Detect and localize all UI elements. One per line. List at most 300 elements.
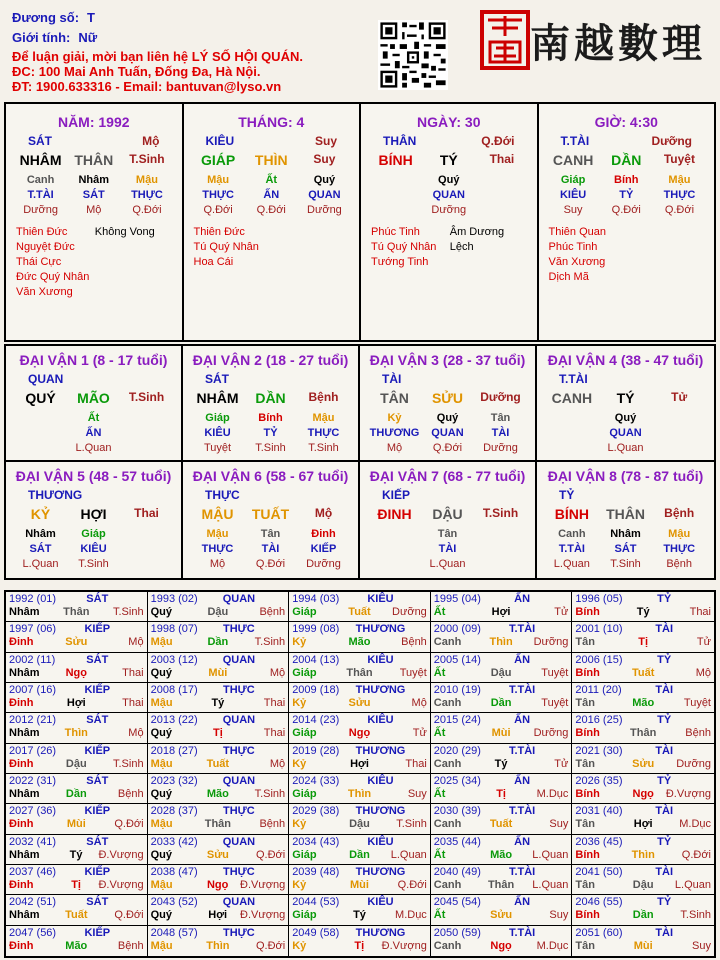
year-cell[interactable]	[572, 683, 714, 713]
year-cell[interactable]	[572, 622, 714, 652]
year-header	[292, 896, 427, 909]
year-cell[interactable]	[431, 926, 573, 956]
year-can: Đinh	[9, 697, 34, 709]
year-chi: Dậu	[207, 606, 229, 618]
year-cell[interactable]	[6, 774, 148, 804]
year-sao: SÁT	[86, 593, 109, 605]
year-cell[interactable]	[289, 926, 431, 956]
pillar-state: Thai	[489, 152, 515, 166]
year-cell[interactable]	[6, 683, 148, 713]
year-cell[interactable]	[148, 653, 290, 683]
year-cell[interactable]	[6, 744, 148, 774]
year-cell[interactable]	[6, 895, 148, 925]
year-cell[interactable]	[572, 774, 714, 804]
seal-icon	[484, 14, 526, 66]
year-header	[575, 654, 711, 667]
hidden-stem-h1: Quý	[438, 174, 460, 186]
dai-van-sao: KIẾP	[382, 488, 411, 502]
year-chi: Thìn	[206, 939, 230, 952]
year-cell[interactable]	[148, 895, 290, 925]
owner-label: Đương số:	[12, 10, 80, 25]
year-label: 2044 (53)	[292, 896, 340, 909]
dai-van-cell-8[interactable]	[537, 462, 714, 578]
year-cell[interactable]	[289, 653, 431, 683]
hidden-stem-h3	[545, 442, 599, 457]
year-sao: TỶ	[657, 896, 672, 909]
year-state: Thai	[263, 727, 286, 740]
pillar-hidden-h3	[6, 204, 182, 219]
hidden-stem-h2: QUAN	[609, 427, 642, 439]
good-star: Hoa Cái	[193, 256, 234, 268]
year-can: Nhâm	[9, 727, 40, 740]
year-cell[interactable]	[572, 895, 714, 925]
year-state: Thai	[689, 606, 711, 618]
year-label: 2001 (10)	[575, 623, 623, 636]
year-label: 2049 (58)	[292, 926, 340, 939]
year-chi: Thân	[630, 727, 657, 740]
year-can: Giáp	[292, 606, 317, 618]
year-can-chi	[434, 940, 569, 953]
red-seal-stamp	[480, 10, 530, 70]
year-cell[interactable]	[6, 804, 148, 834]
year-can-chi	[9, 788, 144, 801]
year-header	[9, 927, 144, 940]
year-header	[151, 805, 286, 818]
year-cell[interactable]	[431, 683, 573, 713]
year-can: Tân	[575, 939, 595, 952]
year-can-chi	[9, 909, 144, 922]
year-chi: Ngọ	[65, 666, 87, 679]
year-cell[interactable]	[6, 713, 148, 743]
pillar-sao-state: Suy	[314, 134, 337, 148]
year-chi: Tị	[71, 879, 81, 891]
pillar-hidden-h2	[6, 189, 182, 204]
year-can-chi	[575, 697, 711, 710]
year-state: Đ.Vượng	[240, 879, 286, 891]
year-label: 2036 (45)	[575, 835, 623, 848]
year-can-chi	[9, 758, 144, 771]
year-cell[interactable]	[148, 592, 290, 622]
year-sao: THỰC	[223, 623, 255, 636]
year-sao: THƯƠNG	[355, 684, 406, 696]
pillar-sao-row	[361, 134, 537, 152]
owner-line	[12, 10, 95, 25]
year-can: Ất	[433, 848, 446, 861]
dai-van-title: ĐẠI VẬN 5 (48 - 57 tuổi)	[15, 468, 172, 484]
year-cell[interactable]	[6, 835, 148, 865]
year-header	[575, 684, 711, 697]
year-can-chi	[151, 636, 286, 649]
dai-van-can-chi	[537, 506, 714, 528]
hidden-stem-h1	[475, 174, 528, 189]
year-cell[interactable]	[289, 744, 431, 774]
dai-van-cell-2[interactable]	[183, 346, 360, 462]
year-label: 2042 (51)	[9, 896, 57, 909]
hidden-stem-h1: Mậu	[312, 412, 335, 424]
year-can-chi	[9, 849, 144, 862]
year-chi: Ngọ	[490, 939, 512, 952]
hidden-stem-h1	[14, 412, 67, 427]
pillar-title: NGÀY: 30	[416, 114, 481, 130]
dai-van-can: ĐINH	[377, 506, 412, 522]
hidden-stem-h2: KIÊU	[80, 543, 107, 555]
year-chi: Thìn	[631, 848, 655, 861]
year-can-chi	[151, 879, 286, 892]
year-label: 2051 (60)	[575, 926, 623, 939]
good-star: Dịch Mã	[548, 271, 589, 283]
year-can: Quý	[150, 666, 172, 679]
pillar-hidden-h2	[539, 189, 715, 204]
pillar-sao-state: Dưỡng	[651, 134, 692, 148]
hidden-stem-h2	[368, 543, 421, 558]
year-can-chi	[9, 879, 144, 892]
year-sao: T.TÀI	[508, 623, 536, 636]
dai-van-hidden-h1	[183, 528, 358, 543]
pillar-sao-row	[6, 134, 182, 152]
hidden-stem-h1: Mậu	[207, 174, 230, 186]
good-stars-list	[371, 225, 450, 270]
year-chi: Tý	[69, 848, 83, 861]
year-sao: SÁT	[86, 896, 109, 909]
year-cell[interactable]	[431, 835, 573, 865]
owner-value: T	[87, 10, 95, 25]
year-state: Suy	[549, 909, 569, 922]
year-can: Quý	[150, 909, 172, 922]
pillar-stars	[6, 219, 182, 300]
hidden-stem-h1: Giáp	[81, 528, 106, 540]
hidden-stem-h2: TÀI	[491, 427, 510, 439]
hidden-stem-h1: Nhâm	[610, 528, 641, 540]
year-state: M.Dục	[679, 818, 711, 831]
pillar-title: THÁNG: 4	[238, 114, 305, 130]
year-cell[interactable]	[148, 713, 290, 743]
year-sao: KIẾP	[84, 805, 111, 818]
year-can-chi	[292, 788, 427, 801]
hidden-stem-h2: TÀI	[438, 543, 457, 555]
year-cell[interactable]	[289, 713, 431, 743]
dai-van-cell-6[interactable]	[183, 462, 360, 578]
hidden-stem-h2: THỰC	[307, 427, 340, 439]
year-cell[interactable]	[148, 774, 290, 804]
year-cell[interactable]	[572, 713, 714, 743]
year-cell[interactable]	[289, 683, 431, 713]
dai-van-sao: TỶ	[559, 488, 575, 502]
dai-van-state: T.Sinh	[482, 506, 519, 520]
year-state: Mộ	[128, 727, 144, 740]
gender-label: Giới tính:	[12, 30, 71, 45]
dai-van-chi: TÝ	[616, 390, 635, 406]
year-header	[151, 927, 286, 940]
year-state: T.Sinh	[254, 788, 286, 800]
year-can: Bính	[575, 727, 600, 740]
hidden-stem-h1: Giáp	[560, 174, 586, 186]
dai-van-title: ĐẠI VẬN 2 (18 - 27 tuổi)	[192, 352, 349, 368]
year-cell[interactable]	[289, 865, 431, 895]
year-cell[interactable]	[289, 835, 431, 865]
dai-van-cell-4[interactable]	[537, 346, 714, 462]
dai-van-title: ĐẠI VẬN 1 (8 - 17 tuổi)	[19, 352, 168, 368]
hidden-stem-h2: THỰC	[201, 543, 234, 555]
year-chi: Mùi	[66, 818, 86, 831]
pillar-can-chi-row	[6, 152, 182, 174]
year-cell[interactable]	[572, 804, 714, 834]
hidden-stem-h2	[14, 427, 67, 442]
hidden-stem-h3	[368, 558, 421, 573]
qr-code-icon[interactable]	[378, 20, 448, 90]
year-header	[9, 866, 144, 879]
year-cell[interactable]	[148, 835, 290, 865]
hidden-stem-h1: Mậu	[668, 528, 691, 540]
four-pillars-panel	[4, 102, 716, 342]
year-can: Giáp	[292, 788, 317, 800]
year-can: Mậu	[150, 939, 173, 952]
hidden-stem-h3: T.Sinh	[255, 442, 286, 454]
hidden-stem-h1: Tân	[490, 412, 511, 424]
header	[0, 0, 720, 100]
year-can: Mậu	[150, 757, 173, 770]
year-cell[interactable]	[289, 804, 431, 834]
year-header	[292, 866, 427, 879]
year-can-chi	[151, 909, 286, 922]
bad-star: Âm Dương Lệch	[449, 226, 505, 253]
year-chi: Mão	[348, 636, 371, 649]
year-can: Tân	[575, 757, 595, 770]
year-cell[interactable]	[148, 804, 290, 834]
year-header	[292, 714, 427, 727]
year-state: Tử	[554, 606, 569, 618]
year-cell[interactable]	[572, 744, 714, 774]
year-label: 2010 (19)	[433, 684, 481, 696]
hidden-stem-h1: Nhâm	[25, 528, 56, 540]
dai-van-hidden-h1	[537, 528, 714, 543]
hidden-stem-h1	[120, 412, 173, 427]
pillar-chi: TÝ	[439, 152, 458, 168]
year-label: 2037 (46)	[9, 866, 57, 878]
pillar-hidden-h1	[539, 174, 715, 189]
year-sao: TÀI	[655, 866, 674, 878]
year-state: Thai	[122, 697, 144, 709]
year-cell[interactable]	[6, 865, 148, 895]
good-star: Văn Xương	[548, 256, 606, 268]
year-chi: Tuất	[631, 666, 655, 679]
hidden-stem-h3: Q.Đới	[132, 204, 162, 216]
year-state: Bệnh	[401, 636, 427, 649]
contact-line: Để luận giải, mời bạn liên hệ LÝ SỐ HỘI QUÁN.	[12, 49, 303, 64]
hidden-stem-h2: QUAN	[432, 189, 465, 201]
hidden-stem-h1	[474, 528, 527, 543]
year-can-chi	[151, 818, 286, 831]
year-cell[interactable]	[6, 926, 148, 956]
hidden-stem-h2: SÁT	[29, 543, 52, 555]
pillar-stars	[539, 219, 715, 285]
year-sao: QUAN	[222, 775, 256, 787]
dai-van-chi: SỬU	[431, 390, 464, 406]
year-chi: Sửu	[490, 909, 513, 922]
dai-van-state: Tử	[671, 390, 688, 404]
year-cell[interactable]	[572, 926, 714, 956]
hidden-stem-h1: Nhâm	[78, 174, 110, 186]
year-chi: Sửu	[348, 697, 371, 709]
year-can: Mậu	[150, 818, 173, 831]
year-cell[interactable]	[148, 622, 290, 652]
hidden-stem-h1: Canh	[558, 528, 586, 540]
year-cell[interactable]	[431, 895, 573, 925]
year-label: 2004 (13)	[292, 653, 340, 666]
annual-luck-grid	[4, 590, 716, 958]
year-state: Tử	[412, 727, 427, 740]
year-cell[interactable]	[431, 774, 573, 804]
pillar-state: T.Sinh	[129, 152, 165, 166]
year-sao: THỰC	[223, 805, 255, 818]
dai-van-hidden-h2	[6, 427, 181, 442]
year-chi: Ngọ	[632, 788, 654, 800]
year-chi: Thìn	[64, 727, 88, 740]
year-sao: THƯƠNG	[355, 623, 406, 636]
year-cell[interactable]	[148, 926, 290, 956]
year-label: 2005 (14)	[433, 653, 481, 666]
year-label: 2019 (28)	[292, 744, 340, 757]
year-cell[interactable]	[289, 774, 431, 804]
hidden-stem-h3: Mộ	[209, 558, 226, 570]
year-can: Nhâm	[9, 606, 40, 618]
hidden-stem-h2: THỰC	[131, 189, 163, 201]
year-label: 1996 (05)	[575, 593, 623, 605]
year-can-chi	[575, 879, 711, 892]
year-state: M.Dục	[395, 909, 427, 922]
year-chi: Tuất	[65, 909, 88, 922]
hidden-stem-h3	[475, 204, 528, 219]
year-header	[434, 623, 569, 636]
pillar-hidden-h2	[184, 189, 360, 204]
gender-line	[12, 30, 97, 45]
year-can: Giáp	[292, 848, 317, 861]
year-can-chi	[292, 758, 427, 771]
hidden-stem-h1: Bính	[258, 412, 283, 424]
pillar-chi: THÌN	[254, 152, 288, 168]
year-state: Mộ	[269, 666, 286, 679]
year-sao: TỶ	[657, 714, 672, 727]
dai-van-cell-1[interactable]	[6, 346, 183, 462]
dai-van-sao: QUAN	[28, 372, 64, 386]
hidden-stem-h1	[120, 528, 173, 543]
year-chi: Dần	[207, 636, 229, 649]
year-cell[interactable]	[572, 592, 714, 622]
year-can-chi	[9, 606, 144, 619]
year-sao: TÀI	[655, 744, 674, 757]
year-chi: Sửu	[65, 636, 88, 649]
dai-van-hidden-h1	[537, 412, 714, 427]
year-can: Quý	[150, 606, 172, 618]
year-cell[interactable]	[148, 865, 290, 895]
year-cell[interactable]	[431, 804, 573, 834]
pillar-chi: DẦN	[611, 152, 642, 168]
year-can-chi	[151, 758, 286, 771]
year-cell[interactable]	[431, 653, 573, 683]
pillar-stars	[361, 219, 537, 270]
year-cell[interactable]	[431, 713, 573, 743]
year-cell[interactable]	[431, 622, 573, 652]
year-can: Kỷ	[292, 818, 307, 831]
dai-van-can-chi	[183, 506, 358, 528]
year-sao: THƯƠNG	[355, 805, 406, 818]
year-cell[interactable]	[431, 592, 573, 622]
gender-value: Nữ	[78, 30, 98, 45]
year-header	[575, 623, 711, 636]
year-cell[interactable]	[148, 683, 290, 713]
good-stars-list	[194, 225, 273, 270]
year-state: Dưỡng	[533, 727, 569, 740]
address-line: ĐC: 100 Mai Anh Tuấn, Đống Đa, Hà Nội.	[12, 64, 261, 79]
year-cell[interactable]	[431, 865, 573, 895]
year-label: 1995 (04)	[433, 593, 481, 605]
good-star: Thiên Quan	[548, 226, 606, 238]
year-cell[interactable]	[6, 653, 148, 683]
year-header	[9, 623, 144, 636]
year-cell[interactable]	[289, 895, 431, 925]
pillar-sao: THÂN	[383, 134, 417, 148]
pillar-can-chi-row	[539, 152, 715, 174]
year-can-chi	[434, 667, 569, 680]
dai-van-panel	[4, 344, 716, 580]
dai-van-cell-5[interactable]	[6, 462, 183, 578]
pillar-0	[6, 104, 184, 340]
year-cell[interactable]	[572, 865, 714, 895]
phone-email-line: ĐT: 1900.633316 - Email: bantuvan@lyso.vn	[12, 79, 282, 94]
year-can: Tân	[575, 818, 595, 831]
good-star: Đức Quý Nhân	[16, 271, 90, 283]
hidden-stem-h1: Quý	[436, 412, 459, 424]
hidden-stem-h2: QUAN	[431, 427, 464, 439]
pillar-state: Suy	[313, 152, 336, 166]
hidden-stem-h2	[474, 543, 527, 558]
year-can: Kỷ	[292, 697, 307, 709]
year-can: Tân	[575, 697, 595, 709]
year-can: Canh	[433, 757, 462, 770]
year-cell[interactable]	[572, 653, 714, 683]
good-star: Tú Quý Nhân	[371, 241, 437, 253]
pillar-can-chi-row	[184, 152, 360, 174]
year-can: Giáp	[292, 666, 317, 679]
dai-van-cell-7[interactable]	[360, 462, 537, 578]
dai-van-cell-3[interactable]	[360, 346, 537, 462]
year-header	[151, 593, 286, 606]
bad-stars-list	[95, 225, 174, 300]
dai-van-hidden-h3	[6, 558, 181, 573]
year-can: Nhâm	[9, 909, 40, 922]
year-cell[interactable]	[572, 835, 714, 865]
year-chi: Thìn	[489, 636, 513, 649]
year-cell[interactable]	[6, 592, 148, 622]
year-can: Đinh	[9, 636, 34, 649]
pillar-hidden-h1	[184, 174, 360, 189]
year-sao: THƯƠNG	[355, 926, 406, 939]
year-cell[interactable]	[148, 744, 290, 774]
hidden-stem-h3: Mộ	[86, 204, 102, 216]
year-label: 1998 (07)	[150, 623, 198, 636]
dai-van-hidden-h3	[6, 442, 181, 457]
year-cell[interactable]	[431, 744, 573, 774]
year-label: 2035 (44)	[433, 835, 481, 848]
good-star: Tướng Tinh	[371, 256, 429, 268]
year-cell[interactable]	[6, 622, 148, 652]
year-cell[interactable]	[289, 592, 431, 622]
hidden-stem-h3: Bệnh	[666, 558, 693, 570]
year-chi: Hợi	[66, 697, 86, 709]
dai-van-hidden-h1	[6, 528, 181, 543]
year-cell[interactable]	[289, 622, 431, 652]
dai-van-sao: THỰC	[205, 488, 240, 502]
year-can: Kỷ	[292, 757, 307, 770]
